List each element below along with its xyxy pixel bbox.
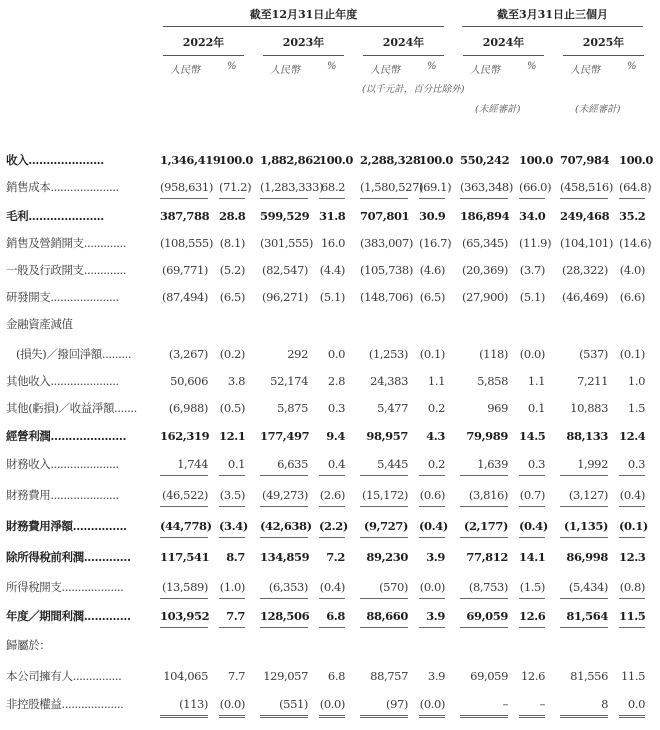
amount-cell: (15,172) [360,487,408,507]
amount-cell: 88,660 [360,608,408,628]
amount-cell: (8,753) [460,579,508,599]
percent-cell: 9.4 [326,429,345,443]
amount-cell: (537) [579,347,608,361]
percent-cell: 12.6 [520,669,545,683]
percent-cell: (0.0) [219,696,245,718]
percent-cell: 68.2 [319,179,345,199]
amount-cell: 162,319 [160,429,210,443]
row-label: 除所得稅前利潤............. [6,550,131,564]
amount-cell: 969 [487,401,508,415]
percent-cell: 31.8 [319,209,346,223]
percent-cell: (0.1) [619,518,645,538]
percent-cell: (66.0) [519,179,545,199]
percent-cell: 0.3 [327,401,345,415]
table-row [0,287,660,307]
percent-cell: 14.5 [519,429,546,443]
row-label: 研發開支..................... [6,290,119,304]
percent-cell: 8.7 [226,550,245,564]
percent-cell: (6.6) [619,290,645,304]
row-label: 非控股權益................... [6,697,124,711]
table-row [0,233,660,253]
table-row [0,426,660,446]
year-header: 2024年 [463,34,544,56]
percent-cell: (0.0) [419,579,445,599]
percent-cell: (0.1) [619,347,645,361]
row-label: 所得稅開支................... [6,580,124,594]
amount-cell: 24,383 [370,374,408,388]
percent-cell: 6.8 [319,608,345,628]
amount-cell: (3,127) [560,487,608,507]
amount-cell: (6,988) [168,401,208,415]
amount-cell: (42,638) [260,518,308,538]
amount-cell: 1,744 [160,456,208,476]
percent-cell: (0.8) [619,579,645,599]
amount-cell: 81,564 [560,608,608,628]
row-label: 歸屬於： [6,638,51,652]
unaudited-note: (未經審計) [475,104,521,115]
percent-cell: (11.9) [519,236,552,250]
percent-cell: (4.4) [319,263,345,277]
amount-cell: 1,639 [460,456,508,476]
percent-cell: (2.6) [319,487,345,507]
percent-cell: (1.5) [519,579,545,599]
amount-cell: (28,322) [561,263,608,277]
amount-cell: 69,059 [460,608,508,628]
row-label: 銷售成本..................... [6,180,119,194]
amount-cell: 79,989 [466,429,508,443]
amount-cell: 599,529 [260,209,310,223]
amount-cell: (363,348) [460,179,508,199]
amount-cell: (108,555) [160,236,213,250]
percent-cell: 16.0 [320,236,345,250]
amount-cell: (5,434) [560,579,608,599]
percent-cell: 3.9 [426,550,445,564]
table-row [0,606,660,626]
percent-cell: 1.1 [427,374,445,388]
row-label: (損失)／撥回淨額......... [16,347,132,361]
amount-cell: 249,468 [560,209,610,223]
amount-cell: 81,556 [570,669,608,683]
amount-cell: (46,469) [561,290,608,304]
amount-cell: 98,957 [366,429,408,443]
percent-cell: 0.4 [319,456,345,476]
amount-cell: (96,271) [261,290,308,304]
amount-cell: 77,812 [466,550,508,564]
row-label: 財務費用..................... [6,488,119,502]
percent-cell: 2.8 [327,374,345,388]
unit-note: (以千元計，百分比除外) [362,84,465,95]
table-row [0,206,660,226]
percent-cell: 100.0 [619,153,654,167]
amount-cell: 5,858 [477,374,508,388]
amount-cell: 707,984 [560,153,610,167]
currency-label: 人民幣 [170,65,200,76]
amount-cell: 103,952 [160,608,208,628]
row-label: 經營利潤..................... [6,429,127,443]
percent-cell: (6.5) [219,290,245,304]
amount-cell: 6,635 [260,456,308,476]
currency-label: 人民幣 [570,65,600,76]
amount-cell: 69,059 [470,669,508,683]
table-row [0,666,660,686]
percent-cell: (1.0) [219,579,245,599]
table-row [0,371,660,391]
percent-cell: 0.3 [619,456,645,476]
percent-cell: 7.7 [219,608,245,628]
percent-cell: (0.4) [419,518,445,538]
percent-cell: (0.0) [419,696,445,718]
percent-label: % [527,61,537,72]
amount-cell: 86,998 [566,550,608,564]
table-row [0,260,660,280]
amount-cell: (13,589) [160,579,208,599]
year-header: 2022年 [163,34,244,56]
amount-cell: (82,547) [261,263,308,277]
row-label: 收入..................... [6,153,104,167]
amount-cell: (9,727) [360,518,408,538]
amount-cell: (551) [260,696,308,718]
row-label: 一般及行政開支............. [6,263,127,277]
amount-cell: (1,283,333) [260,179,308,199]
currency-label: 人民幣 [270,65,300,76]
percent-cell: 6.8 [327,669,345,683]
amount-cell: 1,992 [560,456,608,476]
percent-cell: 11.5 [620,669,645,683]
percent-cell: 0.0 [327,347,345,361]
percent-cell: 100.0 [219,153,254,167]
table-row [0,344,660,364]
percent-cell: (3.4) [219,518,245,538]
row-label: 年度／期間利潤............. [6,609,131,623]
amount-cell: 5,875 [277,401,308,415]
amount-cell: (1,580,527) [360,179,408,199]
percent-cell: (4.6) [419,263,445,277]
percent-label: % [427,61,437,72]
percent-cell: 1.0 [627,374,645,388]
table-row [0,314,660,334]
amount-cell: 5,445 [360,456,408,476]
amount-cell: (2,177) [460,518,508,538]
amount-cell: 117,541 [160,550,210,564]
amount-cell: 10,883 [570,401,608,415]
percent-label: % [327,61,337,72]
percent-cell: (4.0) [619,263,645,277]
amount-cell: 88,133 [566,429,608,443]
percent-cell: (0.7) [519,487,545,507]
year-header: 2023年 [263,34,344,56]
table-row [0,577,660,597]
percent-cell: 35.2 [619,209,646,223]
annual-group-title: 截至12月31日止年度 [163,6,444,27]
table-row [0,150,660,170]
table-row [0,635,660,655]
row-label: 財務費用淨額............... [6,519,127,533]
percent-cell: – [519,696,545,718]
amount-cell: 128,506 [260,608,308,628]
percent-cell: (3.7) [519,263,545,277]
row-label: 毛利..................... [6,209,104,223]
percent-cell: 3.9 [427,669,445,683]
row-label: 本公司擁有人............... [6,669,122,683]
percent-cell: (69.1) [419,179,445,199]
percent-cell: (0.4) [519,518,545,538]
unaudited-note: (未經審計) [575,104,621,115]
amount-cell: (118) [479,347,508,361]
percent-cell: 100.0 [419,153,454,167]
amount-cell: (27,900) [461,290,508,304]
year-header: 2025年 [563,34,644,56]
percent-cell: 0.1 [527,401,545,415]
percent-cell: 4.3 [426,429,445,443]
amount-cell: 129,057 [263,669,308,683]
table-row [0,547,660,567]
percent-cell: (0.0) [519,347,545,361]
percent-cell: 100.0 [519,153,554,167]
amount-cell: (148,706) [360,290,413,304]
amount-cell: 177,497 [260,429,310,443]
amount-cell: (44,778) [160,518,208,538]
amount-cell: (49,273) [260,487,308,507]
percent-cell: 3.9 [419,608,445,628]
percent-cell: 0.2 [427,401,445,415]
table-row [0,516,660,536]
percent-cell: (16.7) [419,236,452,250]
amount-cell: (458,516) [560,179,608,199]
amount-cell: (3,816) [460,487,508,507]
percent-cell: (5.1) [319,290,345,304]
amount-cell: 134,859 [260,550,310,564]
row-label: 金融資產減值 [6,317,73,331]
amount-cell: (570) [360,579,408,599]
amount-cell: 1,346,419 [160,153,221,167]
amount-cell: (87,494) [161,290,208,304]
percent-label: % [627,61,637,72]
percent-cell: 0.0 [619,696,645,718]
amount-cell: (69,771) [161,263,208,277]
amount-cell: 7,211 [577,374,608,388]
percent-cell: 12.6 [519,608,545,628]
percent-cell: 14.1 [519,550,546,564]
percent-cell: 7.2 [326,550,345,564]
percent-cell: (3.5) [219,487,245,507]
table-row [0,694,660,714]
amount-cell: 5,477 [377,401,408,415]
amount-cell: (383,007) [360,236,413,250]
percent-cell: (0.0) [319,696,345,718]
amount-cell: (20,369) [461,263,508,277]
percent-cell: 12.4 [619,429,646,443]
percent-cell: (14.6) [619,236,652,250]
percent-cell: (2.2) [319,518,345,538]
percent-cell: 3.8 [227,374,245,388]
percent-cell: (0.1) [419,347,445,361]
amount-cell: 186,894 [460,209,510,223]
table-row [0,485,660,505]
amount-cell: (301,555) [260,236,313,250]
percent-cell: 7.7 [227,669,245,683]
percent-cell: (64.8) [619,179,645,199]
amount-cell: (97) [360,696,408,718]
percent-cell: 30.9 [419,209,446,223]
currency-label: 人民幣 [370,65,400,76]
percent-cell: 28.8 [219,209,246,223]
percent-cell: (8.1) [219,236,245,250]
amount-cell: (113) [160,696,208,718]
amount-cell: (46,522) [160,487,208,507]
amount-cell: 292 [287,347,308,361]
percent-cell: (0.4) [619,487,645,507]
quarter-group-title: 截至3月31日止三個月 [462,6,643,27]
amount-cell: 387,788 [160,209,210,223]
table-row [0,454,660,474]
amount-cell: (104,101) [560,236,613,250]
amount-cell: 88,757 [370,669,408,683]
percent-cell: (5.1) [519,290,545,304]
percent-cell: 11.5 [619,608,645,628]
percent-cell: (0.5) [219,401,245,415]
percent-cell: (6.5) [419,290,445,304]
percent-cell: 12.1 [219,429,246,443]
percent-cell: (71.2) [219,179,245,199]
percent-cell: 0.1 [219,456,245,476]
table-row [0,177,660,197]
amount-cell: 2,288,328 [360,153,421,167]
amount-cell: (105,738) [360,263,413,277]
percent-cell: (5.2) [219,263,245,277]
amount-cell: (3,267) [168,347,208,361]
amount-cell: (65,345) [461,236,508,250]
amount-cell: 1,882,862 [260,153,321,167]
percent-cell: 12.3 [619,550,646,564]
amount-cell: – [460,696,508,718]
amount-cell: (6,353) [260,579,308,599]
amount-cell: 104,065 [163,669,208,683]
amount-cell: (1,253) [368,347,408,361]
percent-cell: (0.6) [419,487,445,507]
percent-label: % [227,61,237,72]
year-header: 2024年 [363,34,444,56]
percent-cell: 0.3 [519,456,545,476]
currency-label: 人民幣 [470,65,500,76]
amount-cell: 52,174 [270,374,308,388]
amount-cell: 707,801 [360,209,410,223]
percent-cell: (0.2) [219,347,245,361]
amount-cell: 50,606 [170,374,208,388]
table-row [0,398,660,418]
amount-cell: (958,631) [160,179,208,199]
percent-cell: (0.4) [319,579,345,599]
amount-cell: (1,135) [560,518,608,538]
amount-cell: 8 [560,696,608,718]
percent-cell: 0.2 [419,456,445,476]
amount-cell: 89,230 [366,550,408,564]
amount-cell: 550,242 [460,153,510,167]
percent-cell: 1.5 [627,401,645,415]
row-label: 財務收入..................... [6,457,119,471]
percent-cell: 1.1 [527,374,545,388]
row-label: 銷售及營銷開支............. [6,236,127,250]
percent-cell: 34.0 [519,209,546,223]
row-label: 其他收入..................... [6,374,119,388]
percent-cell: 100.0 [319,153,354,167]
row-label: 其他(虧損)／收益淨額....... [6,401,137,415]
